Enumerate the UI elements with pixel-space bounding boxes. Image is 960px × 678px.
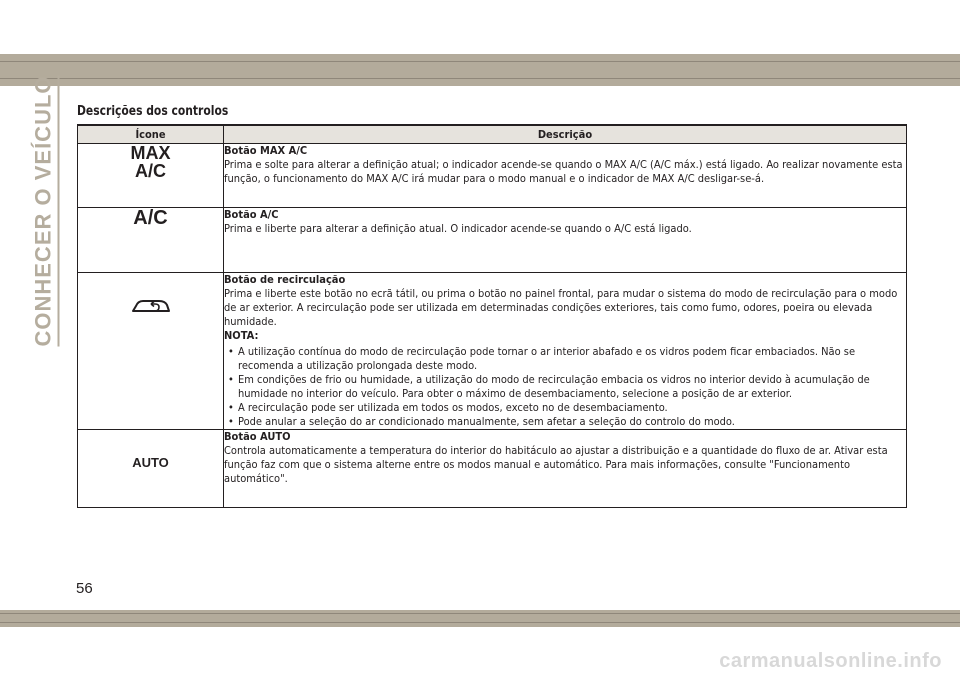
table-row	[78, 208, 907, 273]
ac-icon: A/C	[133, 207, 168, 229]
top-decorative-band	[0, 54, 960, 86]
icon-cell	[78, 144, 224, 208]
icon-cell	[78, 273, 224, 430]
chapter-title: CONHECER O VEÍCULO	[31, 75, 60, 346]
controls-table	[77, 124, 907, 508]
table-header-row	[78, 125, 907, 144]
bottom-decorative-band	[0, 610, 960, 627]
icon-label-ac: A/C	[135, 161, 166, 181]
description-cell	[224, 144, 907, 208]
description-cell	[224, 208, 907, 273]
row-title: Botão de recirculação	[224, 273, 346, 286]
header-icon: Ícone	[78, 125, 224, 144]
note-list	[224, 345, 906, 429]
row-text: Controla automaticamente a temperatura do interior do habitáculo ao ajustar a distribuição e a quantidade do fluxo de ar. Ativar esta função faz com que o sistema alterne entre os modos manual e automático. Para mais informações, consulte "Funcionamento automático".	[224, 444, 888, 485]
row-title: Botão A/C	[224, 208, 279, 221]
row-text: Prima e liberte este botão no ecrã tátil, ou prima o botão no painel frontal, para mudar o sistema do modo de recirculação para o modo de ar exterior. A recirculação pode ser utilizada em determinadas condições exteriores, tais como fumo, odores, poeira ou elevada humidade.	[224, 287, 898, 328]
max-ac-icon	[131, 144, 171, 180]
chapter-side-label	[27, 75, 63, 347]
description-cell	[224, 273, 907, 430]
section-title: Descrições dos controlos	[77, 104, 229, 119]
page-number: 56	[76, 580, 93, 597]
icon-cell	[78, 208, 224, 273]
row-title: Botão AUTO	[224, 430, 291, 443]
row-text: Prima e solte para alterar a definição atual; o indicador acende-se quando o MAX A/C (A/C máx.) está ligado. Ao realizar novamente esta função, o funcionamento do MAX A/C irá mudar para o modo manual e o indicador de MAX A/C desligar-se-á.	[224, 158, 903, 185]
table-row	[78, 273, 907, 430]
list-item: • Pode anular a seleção do ar condicionado manualmente, sem afetar a seleção do controlo do modo.	[224, 415, 906, 429]
recirculation-icon	[129, 293, 173, 317]
list-item: • Em condições de frio ou humidade, a utilização do modo de recirculação embacia os vidros no interior devido à acumulação de humidade no interior do veículo. Para obter o máximo de desembaciamento, selecione a posição de ar exterior.	[224, 373, 906, 401]
description-cell	[224, 430, 907, 508]
header-description: Descrição	[224, 125, 907, 144]
list-item: • A recirculação pode ser utilizada em todos os modos, exceto no de desembaciamento.	[224, 401, 906, 415]
table-row	[78, 430, 907, 508]
icon-label-max: MAX	[130, 143, 171, 163]
row-title: Botão MAX A/C	[224, 144, 308, 157]
icon-cell	[78, 430, 224, 508]
watermark: carmanualsonline.info	[719, 650, 942, 672]
list-item: • A utilização contínua do modo de recirculação pode tornar o ar interior abafado e os vidros podem ficar embaciados. Não se recomenda a utilização prolongada deste modo.	[224, 345, 906, 373]
note-label: NOTA:	[224, 329, 259, 342]
row-text: Prima e liberte para alterar a definição atual. O indicador acende-se quando o A/C está ligado.	[224, 222, 692, 235]
auto-icon: AUTO	[132, 455, 169, 470]
table-row	[78, 144, 907, 208]
